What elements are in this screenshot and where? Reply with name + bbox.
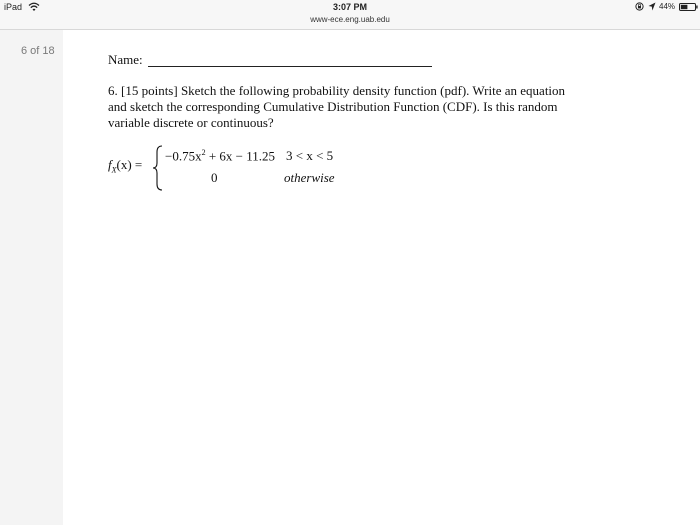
question-line-2: and sketch the corresponding Cumulative Distribution Function (CDF). Is this random bbox=[108, 99, 558, 114]
page-counter: 6 of 18 bbox=[21, 45, 55, 57]
url-label[interactable]: www-ece.eng.uab.edu bbox=[310, 15, 390, 24]
status-bar bbox=[0, 0, 700, 29]
name-blank-line bbox=[148, 66, 432, 67]
question-text bbox=[108, 83, 608, 131]
case1-exponent: 2 bbox=[201, 148, 206, 157]
formula-subscript: X bbox=[111, 165, 117, 175]
case1-expression bbox=[165, 148, 275, 164]
formula-lhs bbox=[108, 157, 142, 175]
clock: 3:07 PM bbox=[332, 2, 367, 12]
thumbnail-gutter bbox=[0, 30, 63, 525]
case1-condition: 3 < x < 5 bbox=[286, 148, 334, 163]
pdf-formula bbox=[108, 145, 368, 195]
case1-expr-b: + 6x − 11.25 bbox=[205, 148, 276, 164]
case2-condition: otherwise bbox=[284, 170, 335, 185]
location-arrow-icon bbox=[648, 2, 656, 11]
battery-percent: 44% bbox=[659, 2, 676, 11]
question-line-3: variable discrete or continuous? bbox=[108, 115, 274, 130]
device-label: iPad bbox=[4, 2, 23, 12]
question-line-1: 6. [15 points] Sketch the following probability density function (pdf). Write an equation bbox=[108, 83, 566, 98]
battery-icon bbox=[679, 3, 698, 11]
case1-expr-a: −0.75x bbox=[165, 148, 202, 164]
case2-expression: 0 bbox=[211, 170, 218, 185]
formula-f: f bbox=[108, 157, 112, 172]
rotation-lock-icon bbox=[635, 2, 644, 11]
curly-brace-icon bbox=[152, 145, 164, 191]
name-label: Name: bbox=[108, 52, 143, 67]
formula-lhs-rest: (x) = bbox=[116, 157, 143, 172]
